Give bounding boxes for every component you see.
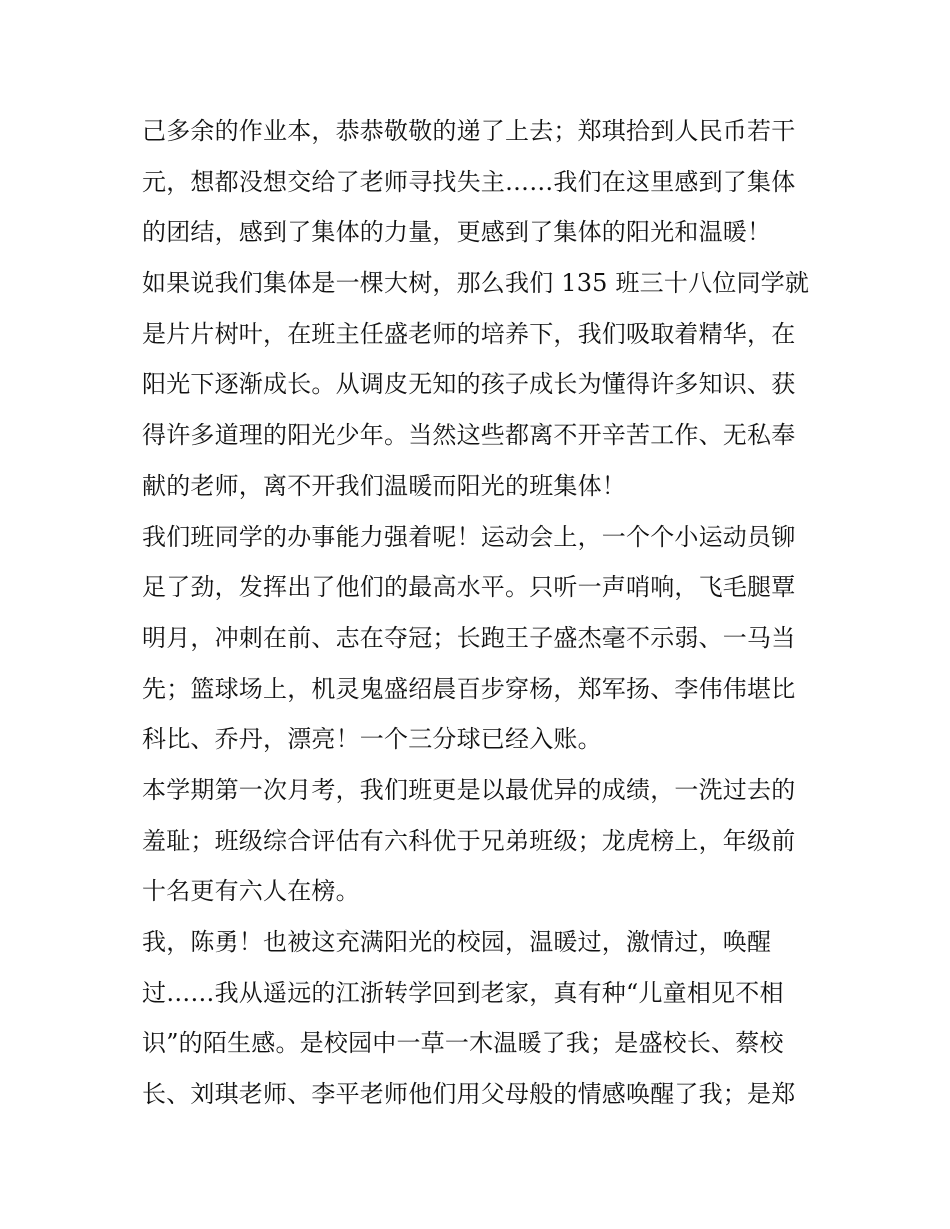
text-line: 己多余的作业本，恭恭敬敬的递了上去；郑琪拾到人民币若干	[142, 117, 796, 145]
text-line: 献的老师，离不开我们温暖而阳光的班集体！	[142, 471, 626, 500]
text-line: 是片片树叶，在班主任盛老师的培养下，我们吸取着精华，在	[142, 319, 796, 348]
text-line: 元，想都没想交给了老师寻找失主……我们在这里感到了集体	[142, 167, 796, 196]
text-line: 识”的陌生感。是校园中一草一木温暖了我；是盛校长、蔡校	[142, 1029, 784, 1058]
text-line: 足了劲，发挥出了他们的最高水平。只听一声哨响，飞毛腿覃	[142, 573, 796, 602]
text-line: 如果说我们集体是一棵大树，那么我们 135 班三十八位同学就	[142, 269, 810, 298]
text-line: 阳光下逐渐成长。从调皮无知的孩子成长为懂得许多知识、获	[142, 370, 796, 399]
text-line: 过……我从遥远的江浙转学回到老家，真有种“儿童相见不相	[142, 978, 784, 1007]
body-text	[142, 106, 822, 1120]
text-line: 先；篮球场上，机灵鬼盛绍晨百步穿杨，郑军扬、李伟伟堪比	[142, 674, 796, 703]
text-line: 的团结，感到了集体的力量，更感到了集体的阳光和温暖！	[142, 218, 772, 247]
text-line: 科比、乔丹，漂亮！一个三分球已经入账。	[142, 725, 602, 754]
text-line: 我们班同学的办事能力强着呢！运动会上，一个个小运动员铆	[142, 522, 796, 551]
text-line: 羞耻；班级综合评估有六科优于兄弟班级；龙虎榜上，年级前	[142, 826, 796, 855]
text-line: 得许多道理的阳光少年。当然这些都离不开辛苦工作、无私奉	[142, 421, 796, 450]
text-line: 十名更有六人在榜。	[142, 877, 360, 906]
text-line: 我，陈勇！也被这充满阳光的校园，温暖过，激情过，唤醒	[142, 928, 772, 956]
text-line: 明月，冲刺在前、志在夺冠；长跑王子盛杰毫不示弱、一马当	[142, 623, 796, 652]
text-line: 长、刘琪老师、李平老师他们用父母般的情感唤醒了我；是郑	[142, 1080, 796, 1109]
text-line: 本学期第一次月考，我们班更是以最优异的成绩，一洗过去的	[142, 775, 796, 804]
